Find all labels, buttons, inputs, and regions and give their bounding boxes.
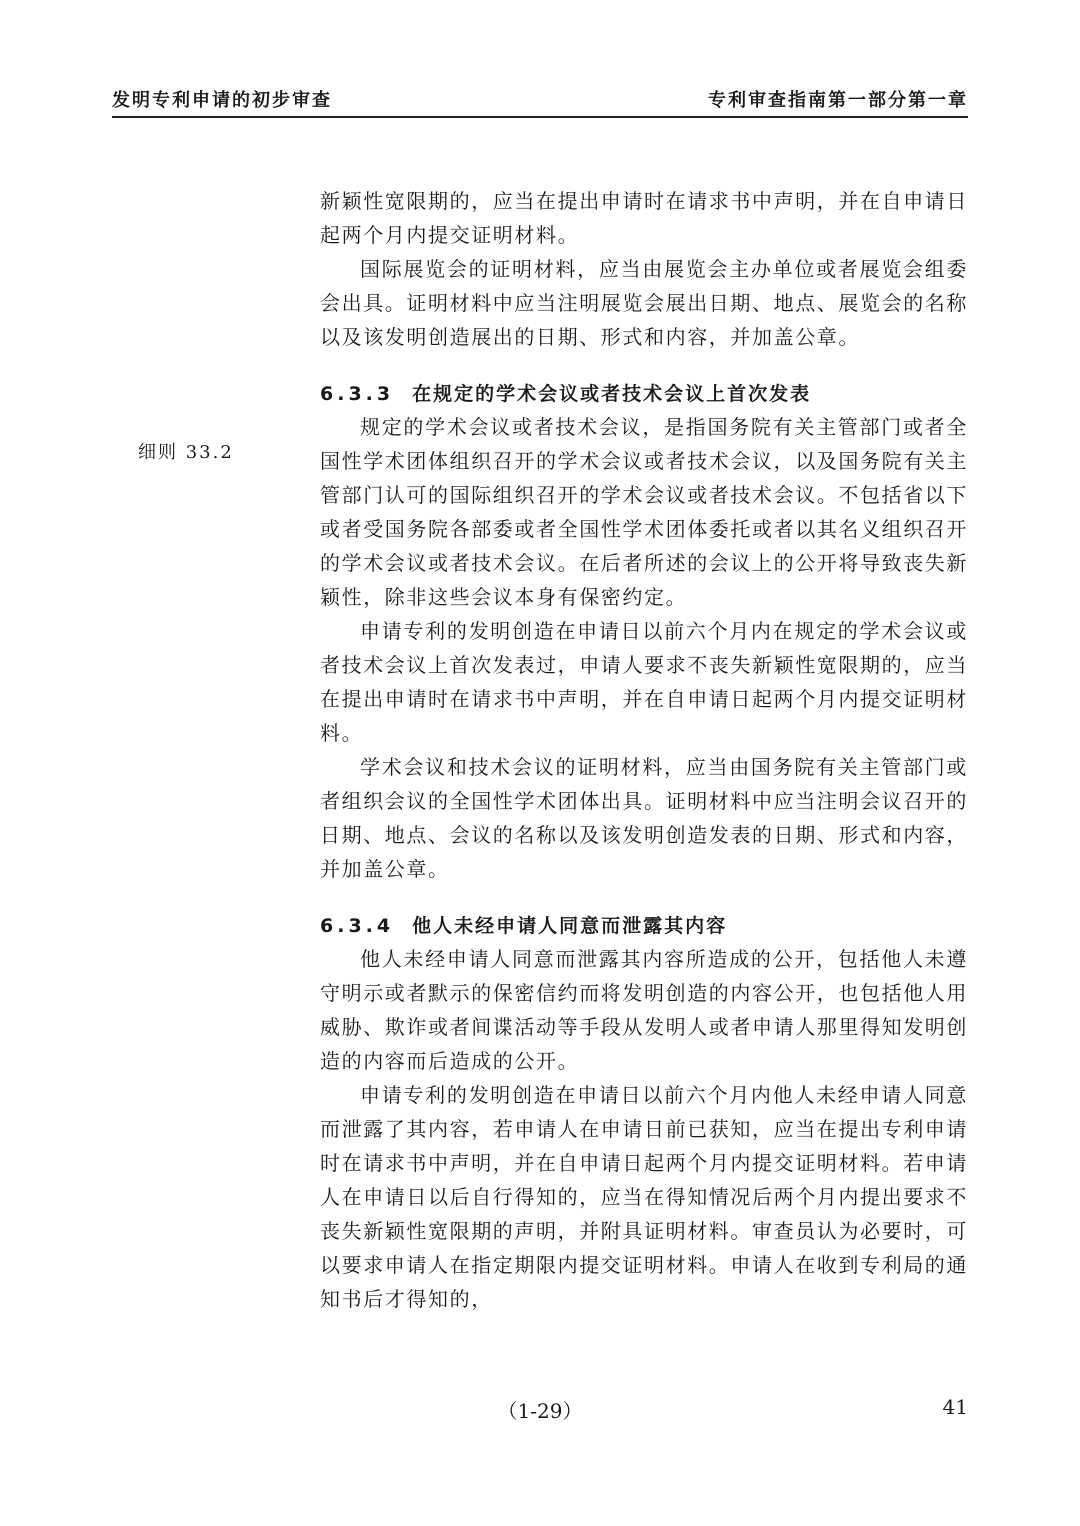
section-title: 他人未经申请人同意而泄露其内容 [412, 915, 728, 937]
spacer [320, 354, 968, 364]
paragraph-conference-proof: 学术会议和技术会议的证明材料，应当由国务院有关主管部门或者组织会议的全国性学术团体出具。证明材料中应当注明会议召开的日期、地点、会议的名称以及该发明创造发表的日期、形式和内容，并加盖公章。 [320, 755, 968, 881]
margin-reference: 细则 33.2 [138, 442, 234, 463]
section-number: 6.3.3 [320, 383, 395, 405]
paragraph-conference-grace: 申请专利的发明创造在申请日以前六个月内在规定的学术会议或者技术会议上首次发表过，申请人要求不丧失新颖性宽限期的，应当在提出申请时在请求书中声明，并在自申请日起两个月内提交证明材料。 [320, 619, 968, 745]
header-guide-part: 专利审查指南第一部分第一章 [708, 90, 968, 111]
paragraph-continued: 新颖性宽限期的，应当在提出申请时在请求书中声明，并在自申请日起两个月内提交证明材料。 [320, 189, 968, 247]
spacer [320, 886, 968, 896]
paragraph-exhibition-proof: 国际展览会的证明材料，应当由展览会主办单位或者展览会组委会出具。证明材料中应当注明展览会展出日期、地点、展览会的名称以及该发明创造展出的日期、形式和内容，并加盖公章。 [320, 257, 968, 349]
section-number: 6.3.4 [320, 915, 395, 937]
header-chapter-title: 发明专利申请的初步审查 [112, 90, 332, 111]
body-text [320, 184, 968, 1316]
page-number: 41 [942, 1395, 968, 1419]
section-heading-6-3-4 [320, 896, 968, 942]
running-header [112, 86, 968, 118]
section-title: 在规定的学术会议或者技术会议上首次发表 [412, 383, 812, 405]
footer-section-page: （1-29） [497, 1399, 583, 1423]
paragraph-leak-definition: 他人未经申请人同意而泄露其内容所造成的公开，包括他人未遵守明示或者默示的保密信约而将发明创造的内容公开，也包括他人用威胁、欺诈或者间谍活动等手段从发明人或者申请人那里得知发明创造的内容而后造成的公开。 [320, 947, 968, 1073]
paragraph-leak-procedure: 申请专利的发明创造在申请日以前六个月内他人未经申请人同意而泄露了其内容，若申请人在申请日前已获知，应当在提出专利申请时在请求书中声明，并在自申请日起两个月内提交证明材料。若申请人在申请日以后自行得知的，应当在得知情况后两个月内提出要求不丧失新颖性宽限期的声明，并附具证明材料。审查员认为必要时，可以要求申请人在指定期限内提交证明材料。申请人在收到专利局的通知书后才得知的， [320, 1083, 968, 1311]
paragraph-conference-definition: 规定的学术会议或者技术会议，是指国务院有关主管部门或者全国性学术团体组织召开的学术会议或者技术会议，以及国务院有关主管部门认可的国际组织召开的学术会议或者技术会议。不包括省以下或者受国务院各部委或者全国性学术团体委托或者以其名义组织召开的学术会议或者技术会议。在后者所述的会议上的公开将导致丧失新颖性，除非这些会议本身有保密约定。 [320, 415, 968, 609]
section-heading-6-3-3 [320, 364, 968, 410]
